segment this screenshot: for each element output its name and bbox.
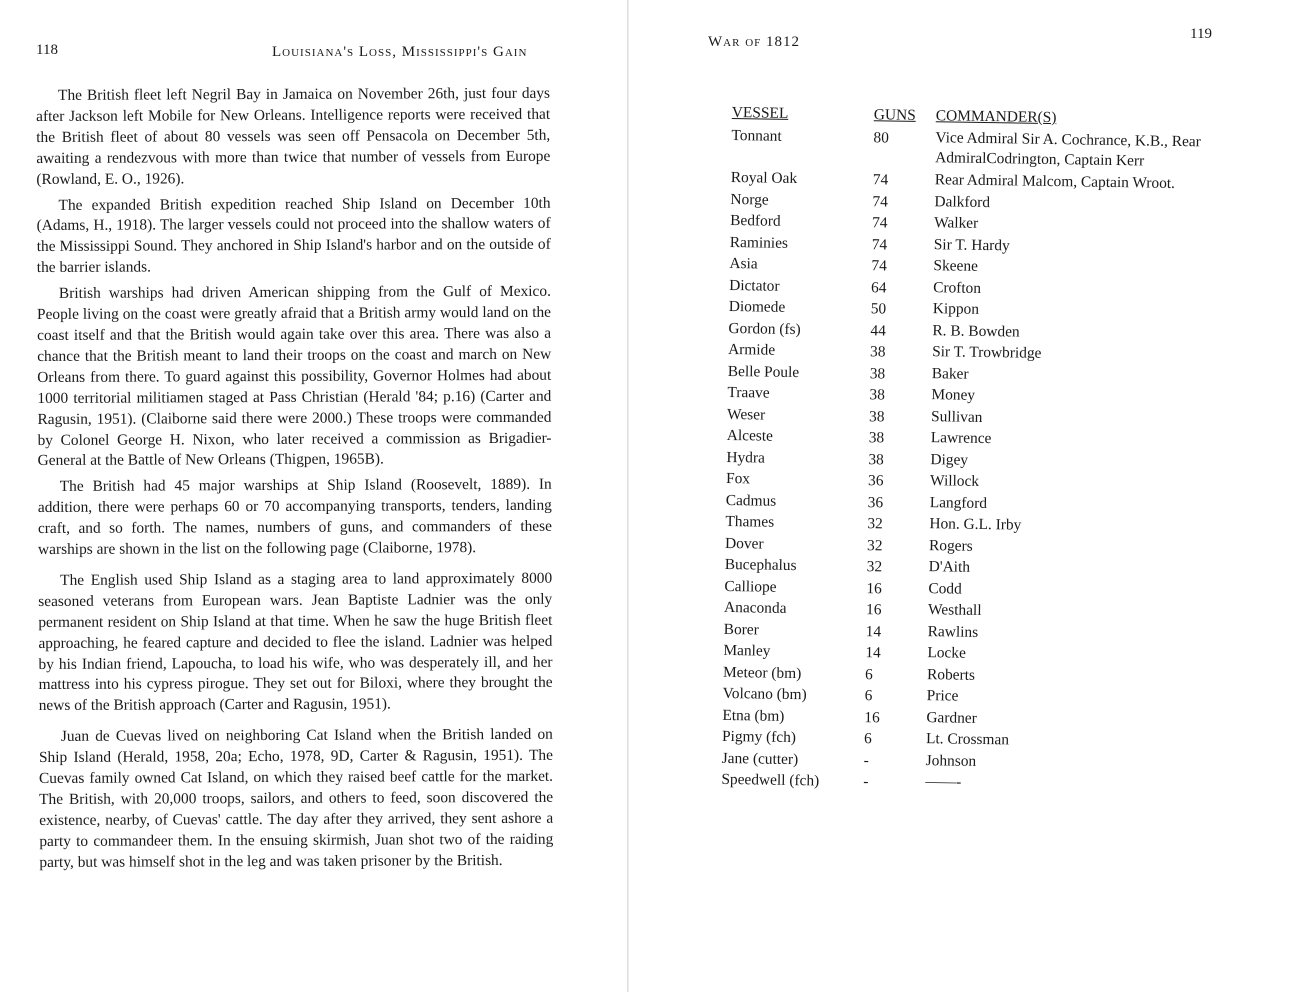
vessel-name: Meteor (bm): [722, 663, 802, 682]
commander-name: R. B. Bowden: [932, 321, 1020, 341]
gun-count: 38: [869, 364, 886, 382]
commander-name: Willock: [929, 472, 980, 490]
vessel-name: Bedford: [730, 211, 781, 230]
commander-name: Price: [926, 687, 959, 705]
header-commanders: COMMANDER(S): [935, 107, 1057, 127]
gun-count: 74: [871, 235, 888, 253]
vessel-name: Pigmy (fch): [721, 727, 797, 747]
commander-name: Gardner: [926, 708, 977, 727]
commander-name: Money: [931, 386, 976, 404]
gun-count: 6: [864, 665, 873, 683]
left-running-head: Louisiana's Loss, Mississippi's Gain: [272, 44, 528, 60]
commander-name: Codd: [928, 579, 962, 598]
commander-name: Rawlins: [927, 622, 979, 641]
commander-name: Lt. Crossman: [925, 730, 1010, 749]
vessel-name: Dover: [724, 534, 764, 553]
commander-name: Lawrence: [930, 429, 992, 448]
gun-count: 38: [869, 343, 886, 361]
warship-table: [721, 104, 1252, 799]
commander-name: Sir T. Trowbridge: [932, 343, 1042, 362]
commander-name: Crofton: [933, 278, 982, 297]
vessel-name: Volcano (bm): [722, 684, 807, 704]
gun-count: 38: [869, 386, 885, 404]
vessel-name: Belle Poule: [727, 362, 800, 381]
commander-name: Sullivan: [930, 407, 983, 426]
commander-name: Dalkford: [934, 192, 991, 211]
commander-name: Sir T. Hardy: [933, 235, 1010, 254]
paragraph: The British had 45 major warships at Ship Island (Roosevelt, 1889). In addition, there were perhaps 60 or 70 accompanying transports, tenders, landing craft, and so forth. The names, numbers of guns, and commanders of these warships are shown in the list on the following page (Claiborne, 1978).: [37, 476, 552, 559]
vessel-name: Borer: [723, 620, 759, 638]
vessel-name: Armide: [728, 340, 776, 359]
vessel-name: Speedwell (fch): [721, 770, 820, 790]
paragraph: The British fleet left Negril Bay in Jamaica on November 26th, just four days after Jackson left Mobile for New Orleans. Intelligence reports were received that the British fleet of about 80 vessels was seen off Pensacola on December 5th, awaiting a rendezvous with more than twice that number of vessels from Europe (Rowland, E. O., 1926).: [36, 84, 551, 188]
vessel-name: Manley: [723, 641, 771, 660]
gun-count: 74: [871, 257, 887, 275]
gun-count: 38: [868, 407, 885, 425]
gun-count: 16: [865, 601, 882, 619]
vessel-name: Raminies: [729, 233, 789, 252]
vessel-name: Jane (cutter): [721, 749, 799, 768]
paragraph: The expanded British expedition reached Ship Island on December 10th (Adams, H., 1918). The larger vessels could not proceed into the shallow waters of the Mississippi Sound. They anchored in Ship Island's harbor and on the outside of the barrier islands.: [36, 194, 551, 277]
vessel-name: Bucephalus: [724, 555, 797, 575]
book-gutter: [627, 0, 629, 992]
vessel-name: Weser: [726, 405, 766, 424]
gun-count: 32: [867, 515, 883, 533]
right-page: [630, 0, 1292, 992]
gun-count: 32: [866, 558, 883, 576]
gun-count: 74: [872, 214, 888, 232]
vessel-name: Hydra: [726, 448, 766, 467]
commander-name: Rogers: [928, 536, 973, 555]
vessel-name: Gordon (fs): [728, 319, 801, 338]
gun-count: -: [863, 751, 869, 769]
vessel-name: Cadmus: [725, 491, 777, 510]
gun-count: 32: [866, 536, 883, 554]
right-running-head: War of 1812: [708, 34, 800, 50]
gun-count: 36: [867, 472, 884, 490]
commander-name: Johnson: [925, 751, 977, 770]
vessel-name: Tonnant: [731, 126, 782, 145]
gun-count: 38: [868, 429, 885, 447]
vessel-name: Etna (bm): [722, 706, 785, 725]
gun-count: -: [863, 773, 869, 791]
vessel-name: Fox: [725, 469, 751, 488]
vessel-name: Dictator: [729, 276, 780, 295]
vessel-name: Royal Oak: [730, 168, 798, 188]
gun-count: 38: [868, 450, 884, 468]
commander-name: Skeene: [933, 257, 979, 275]
left-page-number: 118: [36, 42, 58, 58]
gun-count: 16: [866, 579, 882, 597]
right-page-number: 119: [1190, 26, 1212, 42]
gun-count: 74: [872, 171, 889, 189]
commander-name: Rear Admiral Malcom, Captain Wroot.: [934, 171, 1176, 192]
gun-count: 6: [863, 730, 872, 748]
header-vessel: VESSEL: [731, 104, 789, 122]
commander-name: Roberts: [926, 665, 976, 684]
vessel-name: Traave: [727, 383, 770, 402]
gun-count: 74: [872, 192, 889, 210]
paragraph: The English used Ship Island as a staging area to land approximately 8000 seasoned veterans from European wars. Jean Baptiste Ladnier was the only permanent resident on Ship Island at that time. When he saw the huge British fleet approaching, he feared capture and decided to flee the island. Ladnier was helped by his Indian friend, Lapoucha, to load his wife, who was desperately ill, and her mattress into his cypress pirogue. They set out for Biloxi, where they brought the news of the British approach (Carter and Ragusin, 1951).: [38, 569, 553, 715]
gun-count: 44: [870, 321, 886, 339]
table-body: [721, 125, 1251, 799]
commander-name: Digey: [930, 450, 969, 469]
gun-count: 80: [873, 129, 890, 147]
commander-name: Locke: [927, 644, 967, 662]
commander-name: Baker: [931, 364, 969, 383]
left-page: [0, 0, 628, 992]
commander-name: ——-: [925, 773, 962, 791]
commander-name: Westhall: [927, 601, 982, 619]
vessel-name: Thames: [725, 512, 775, 531]
commander-name: D'Aith: [928, 558, 971, 576]
vessel-name: Asia: [729, 254, 758, 273]
commander-name: Vice Admiral Sir A. Cochrance, K.B., Rear AdmiralCodrington, Captain Kerr: [935, 129, 1201, 170]
commander-name: Langford: [929, 493, 988, 512]
gun-count: 64: [871, 278, 887, 296]
vessel-name: Calliope: [724, 577, 777, 596]
commander-name: Walker: [934, 214, 979, 232]
paragraph: British warships had driven American shipping from the Gulf of Mexico. People living on the coast were greatly afraid that a British army would land on the coast itself and that the British would again take over this area. There was also a chance that the British meant to land their troops on the coast and march on New Orleans from there. To guard against this possibility, Governor Holmes had about 1000 territorial militiamen staged at Pass Christian (Herald '84; p.16) (Carter and Ragusin, 1951). (Claiborne said there were 2000.) These troops were commanded by Colonel George H. Nixon, who later received a commission as Brigadier-General at the Battle of New Orleans (Thigpen, 1965B).: [36, 282, 552, 470]
gun-count: 16: [864, 708, 880, 726]
commander-name: Hon. G.L. Irby: [929, 515, 1022, 534]
gun-count: 6: [864, 687, 873, 705]
paragraph: Juan de Cuevas lived on neighboring Cat Island when the British landed on Ship Island (Herald, 1958, 20a; Echo, 1978, 9D, Carter & Ragusin, 1951). The Cuevas family owned Cat Island, on which they raised beef cattle for the market. The British, with 20,000 troops, sailors, and others to feed, soon discovered the existence, nearby, of Cuevas' cattle. The day after they arrived, they sent ashore a party to commandeer them. In the ensuing skirmish, Juan shot two of the raiding party, but was himself shot in the leg and was taken prisoner by the British.: [38, 726, 554, 871]
vessel-name: Diomede: [728, 297, 786, 316]
gun-count: 14: [865, 622, 882, 640]
header-guns: GUNS: [873, 106, 916, 124]
commander-name: Kippon: [932, 300, 980, 318]
gun-count: 14: [865, 644, 881, 662]
gun-count: 36: [867, 493, 884, 511]
vessel-name: Norge: [730, 190, 769, 209]
vessel-name: Anaconda: [723, 598, 787, 617]
left-body-text: [36, 84, 553, 879]
gun-count: 50: [870, 300, 887, 318]
vessel-name: Alceste: [726, 426, 774, 445]
